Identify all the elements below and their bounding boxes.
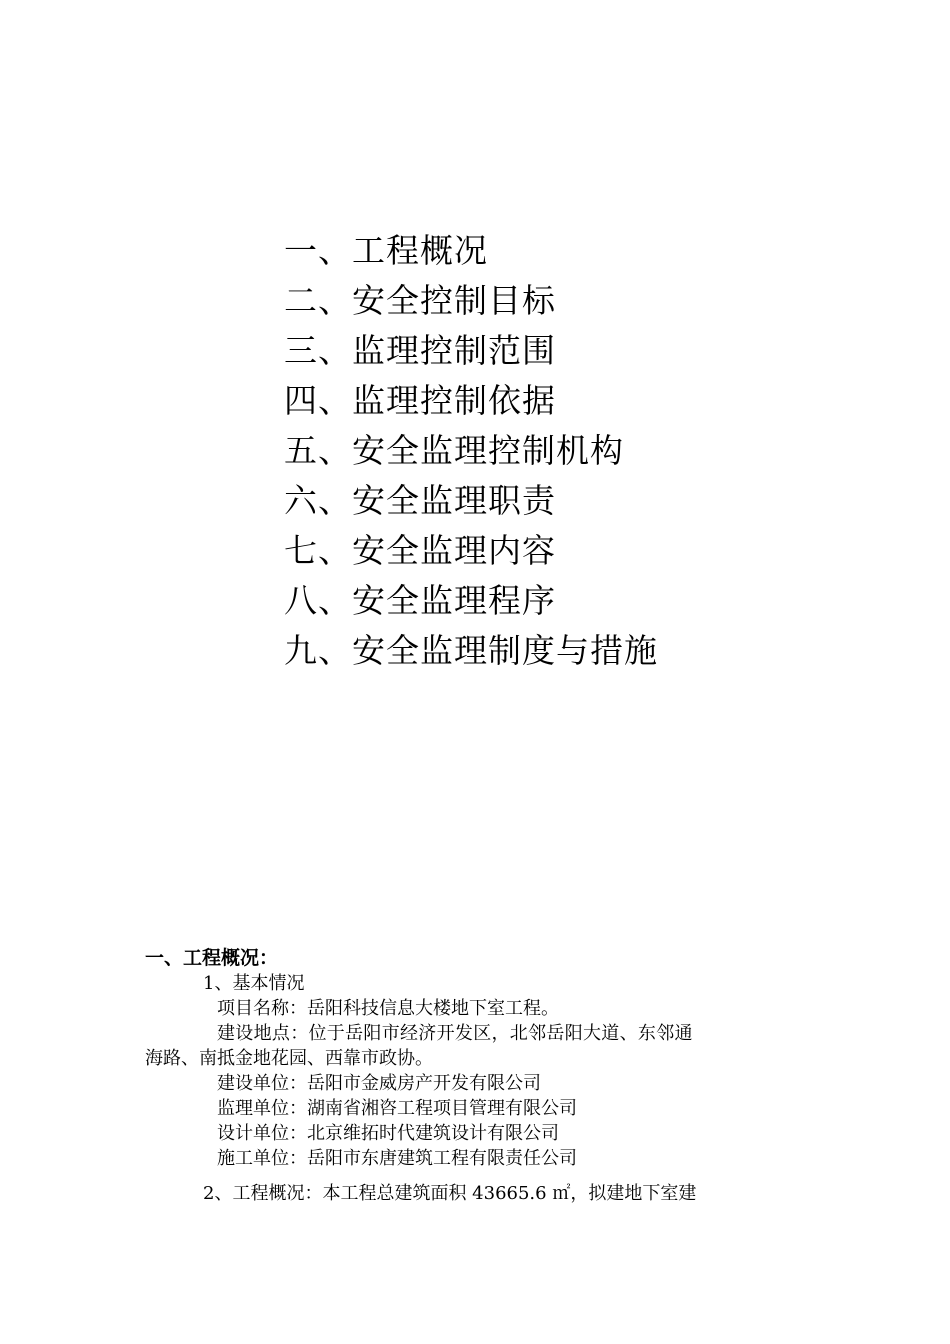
- toc-item: 七、安全监理内容: [284, 531, 556, 570]
- project-overview-section: [145, 945, 815, 1206]
- project-name-line: 项目名称：岳阳科技信息大楼地下室工程。: [217, 998, 559, 1019]
- toc-item: 一、工程概况: [284, 231, 488, 270]
- contractor-line: 施工单位：岳阳市东唐建筑工程有限责任公司: [217, 1148, 577, 1169]
- section-heading: 一、工程概况：: [145, 947, 279, 969]
- toc-item: 四、监理控制依据: [284, 381, 556, 420]
- paragraph-gap: [145, 1171, 815, 1181]
- toc-item: 三、监理控制范围: [284, 331, 556, 370]
- toc-item: 二、安全控制目标: [284, 281, 556, 320]
- client-line: 建设单位：岳阳市金威房产开发有限公司: [217, 1073, 541, 1094]
- location-line-2: 海路、南抵金地花园、西靠市政协。: [145, 1048, 433, 1069]
- supervisor-line: 监理单位：湖南省湘咨工程项目管理有限公司: [217, 1098, 577, 1119]
- toc-item: 六、安全监理职责: [284, 481, 556, 520]
- table-of-contents: [284, 226, 884, 676]
- overview-line: 2、工程概况：本工程总建筑面积 43665.6 ㎡，拟建地下室建: [203, 1183, 697, 1204]
- designer-line: 设计单位：北京维拓时代建筑设计有限公司: [217, 1123, 559, 1144]
- toc-item: 八、安全监理程序: [284, 581, 556, 620]
- toc-item: 九、安全监理制度与措施: [284, 631, 658, 670]
- basic-info-title: 1、基本情况: [203, 973, 305, 994]
- toc-item: 五、安全监理控制机构: [284, 431, 624, 470]
- location-line-1: 建设地点：位于岳阳市经济开发区，北邻岳阳大道、东邻通: [217, 1023, 693, 1044]
